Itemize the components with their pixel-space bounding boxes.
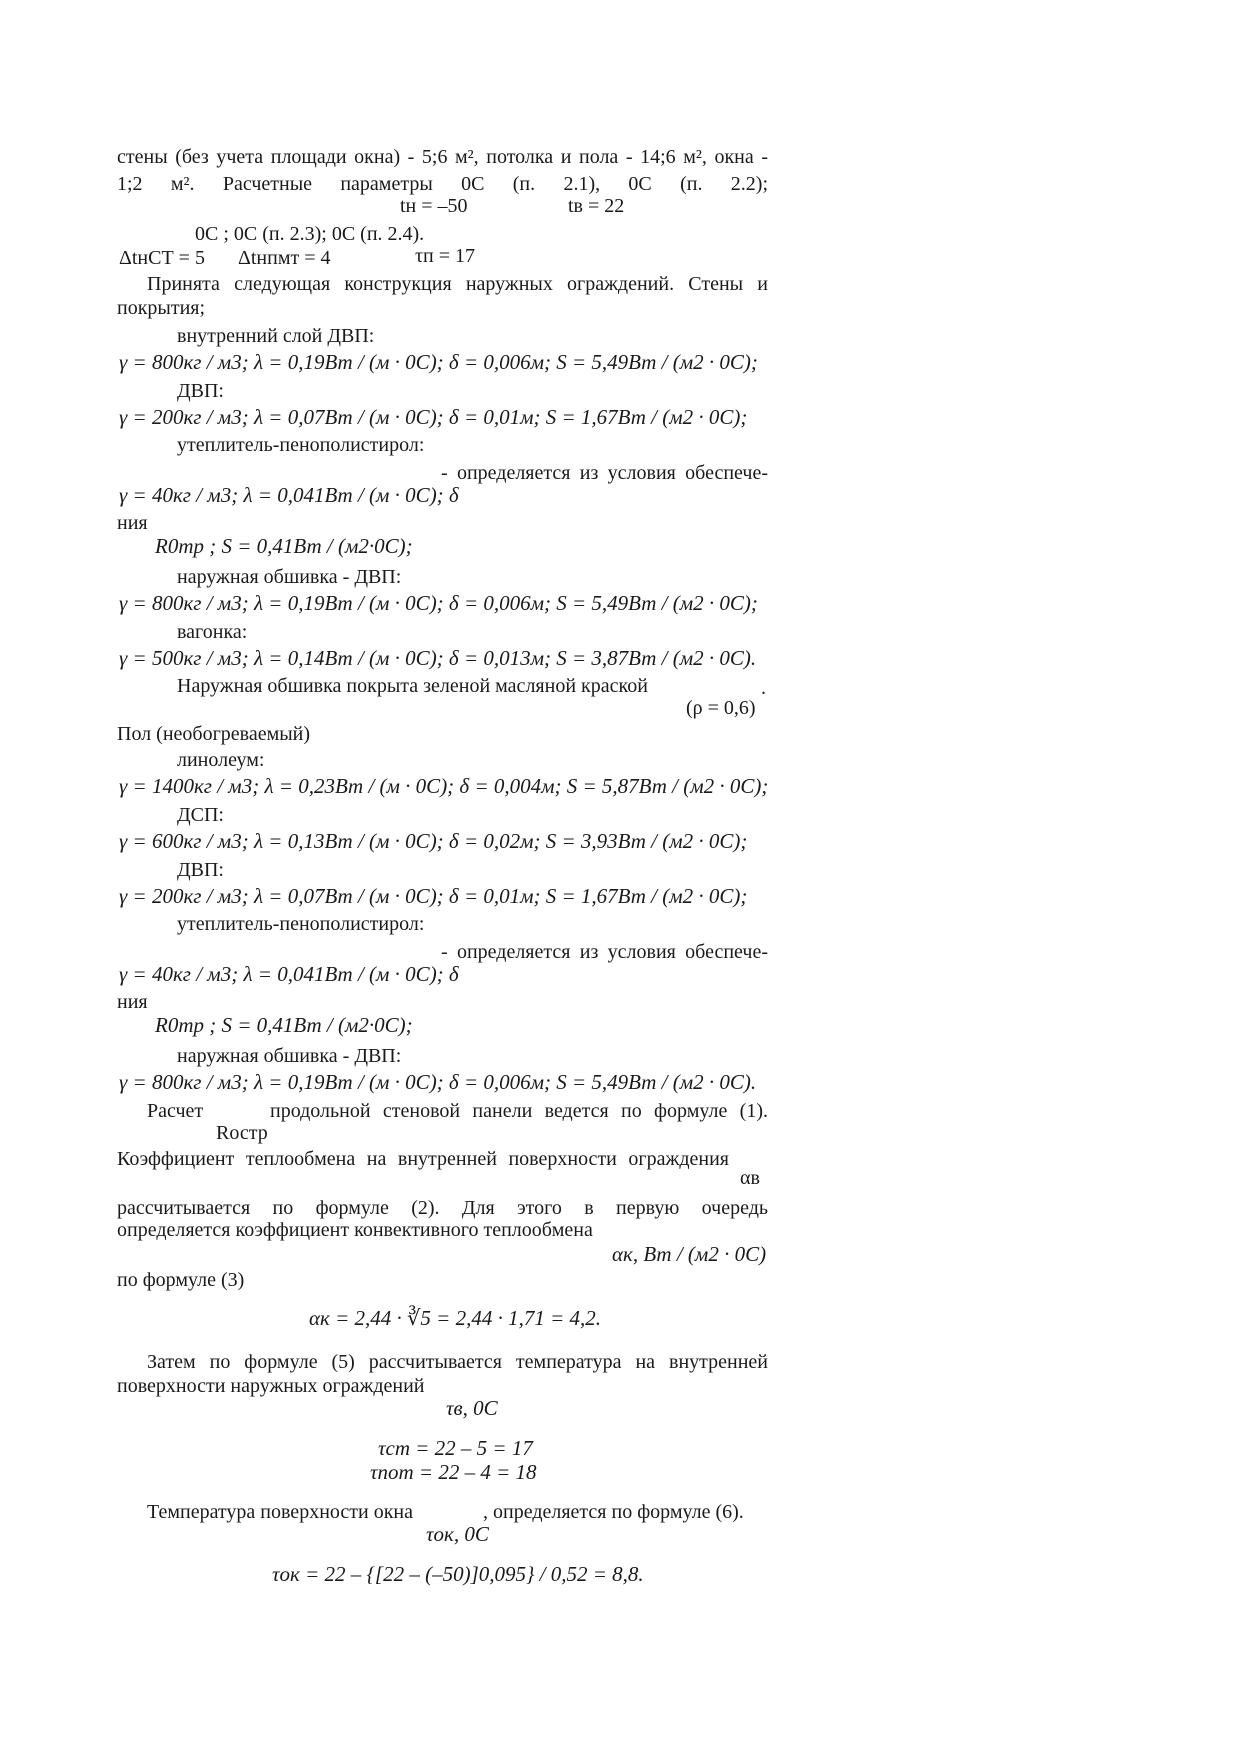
- text-line-l04: 0С ; 0С (п. 2.3); 0С (п. 2.4).: [195, 223, 425, 245]
- text-line-l33: R0тр ; S = 0,41Вт / (м2·0С);: [155, 1013, 413, 1037]
- text-line-l08: внутренний слой ДВП:: [177, 325, 375, 347]
- text-line-l43b: τв, 0С: [446, 1396, 498, 1420]
- text-line-l30: - определяется из условия обеспече-: [441, 941, 768, 963]
- text-line-l06: Принята следующая конструкция наружных ограждений. Стены и: [147, 273, 768, 295]
- text-line-l18: γ = 800кг / м3; λ = 0,19Вт / (м · 0С); δ = 0,006м; S = 5,49Вт / (м2 · 0С);: [119, 591, 758, 615]
- text-line-l13: - определяется из условия обеспече-: [441, 462, 768, 484]
- text-line-l45: τпот = 22 – 4 = 18: [370, 1460, 537, 1484]
- text-line-l07: покрытия;: [117, 297, 206, 319]
- text-line-l20: γ = 500кг / м3; λ = 0,14Вт / (м · 0С); δ = 0,013м; S = 3,87Вт / (м2 · 0С).: [119, 646, 757, 670]
- text-line-l32: ния: [117, 991, 148, 1013]
- text-line-l46: Температура поверхности окна: [147, 1501, 414, 1523]
- text-line-l38: рассчитывается по формуле (2). Для этого в первую очередь: [117, 1197, 768, 1219]
- text-line-l43: поверхности наружных ограждений: [117, 1375, 425, 1397]
- text-line-l37: Коэффициент теплообмена на внутренней поверхности ограждения: [117, 1148, 729, 1170]
- text-line-l37b: αв: [740, 1167, 760, 1189]
- text-line-l26: γ = 600кг / м3; λ = 0,13Вт / (м · 0С); δ = 0,02м; S = 3,93Вт / (м2 · 0С);: [119, 829, 748, 853]
- text-line-l47: τок = 22 – {[22 – (–50)]0,095} / 0,52 = 8,8.: [272, 1562, 644, 1586]
- text-line-l05: ΔtнСТ = 5: [119, 247, 205, 269]
- text-line-l09: γ = 800кг / м3; λ = 0,19Вт / (м · 0С); δ = 0,006м; S = 5,49Вт / (м2 · 0С);: [119, 350, 758, 374]
- text-line-l28: γ = 200кг / м3; λ = 0,07Вт / (м · 0С); δ = 0,01м; S = 1,67Вт / (м2 · 0С);: [119, 884, 748, 908]
- text-line-l05c: τп = 17: [415, 245, 476, 267]
- text-line-l17: наружная обшивка - ДВП:: [177, 566, 402, 588]
- text-line-l25: ДСП:: [177, 804, 224, 826]
- text-line-l44: τст = 22 – 5 = 17: [378, 1436, 533, 1460]
- text-line-l14: γ = 40кг / м3; λ = 0,041Вт / (м · 0С); δ: [119, 483, 459, 507]
- text-line-l36: Расчет: [147, 1100, 204, 1122]
- text-line-l39b: αк, Вт / (м2 · 0С): [612, 1242, 767, 1266]
- text-line-l21b: (ρ = 0,6): [686, 697, 756, 719]
- text-line-l36b: продольной стеновой панели ведется по формуле (1).: [270, 1100, 768, 1122]
- text-line-l05b: Δtнпмт = 4: [238, 247, 331, 269]
- text-line-l39: определяется коэффициент конвективного теплообмена: [117, 1219, 593, 1241]
- text-line-l42: Затем по формуле (5) рассчитывается температура на внутренней: [147, 1351, 768, 1373]
- text-line-l03: tн = –50: [400, 195, 468, 217]
- text-line-l01: стены (без учета площади окна) - 5;6 м², потолка и пола - 14;6 м², окна -: [117, 146, 768, 168]
- text-line-l11: γ = 200кг / м3; λ = 0,07Вт / (м · 0С); δ = 0,01м; S = 1,67Вт / (м2 · 0С);: [119, 405, 748, 429]
- text-line-l40: по формуле (3): [117, 1269, 245, 1291]
- text-line-l21c: .: [761, 677, 766, 699]
- text-line-l34: наружная обшивка - ДВП:: [177, 1045, 402, 1067]
- text-line-l21: Наружная обшивка покрыта зеленой масляной краской: [177, 675, 648, 697]
- text-line-l41: αк = 2,44 · ∛5 = 2,44 · 1,71 = 4,2.: [309, 1306, 601, 1330]
- text-line-l36c: Rостр: [216, 1122, 268, 1144]
- text-line-l46b: , определяется по формуле (6).: [483, 1501, 744, 1523]
- text-line-l10: ДВП:: [177, 380, 224, 402]
- text-line-l15: ния: [117, 512, 148, 534]
- text-line-l23: линолеум:: [177, 749, 265, 771]
- text-line-l03b: tв = 22: [568, 195, 625, 217]
- text-line-l35: γ = 800кг / м3; λ = 0,19Вт / (м · 0С); δ = 0,006м; S = 5,49Вт / (м2 · 0С).: [119, 1070, 757, 1094]
- text-line-l12: утеплитель-пенополистирол:: [177, 434, 425, 456]
- text-line-l46c: τок, 0С: [426, 1522, 489, 1546]
- text-line-l22: Пол (необогреваемый): [117, 723, 311, 745]
- text-line-l24: γ = 1400кг / м3; λ = 0,23Вт / (м · 0С); δ = 0,004м; S = 5,87Вт / (м2 · 0С);: [119, 774, 769, 798]
- text-line-l31: γ = 40кг / м3; λ = 0,041Вт / (м · 0С); δ: [119, 962, 459, 986]
- text-line-l29: утеплитель-пенополистирол:: [177, 913, 425, 935]
- text-line-l19: вагонка:: [177, 621, 248, 643]
- text-line-l16: R0тр ; S = 0,41Вт / (м2·0С);: [155, 534, 413, 558]
- text-line-l02: 1;2 м². Расчетные параметры 0С (п. 2.1), 0С (п. 2.2);: [117, 173, 768, 195]
- text-line-l27: ДВП:: [177, 859, 224, 881]
